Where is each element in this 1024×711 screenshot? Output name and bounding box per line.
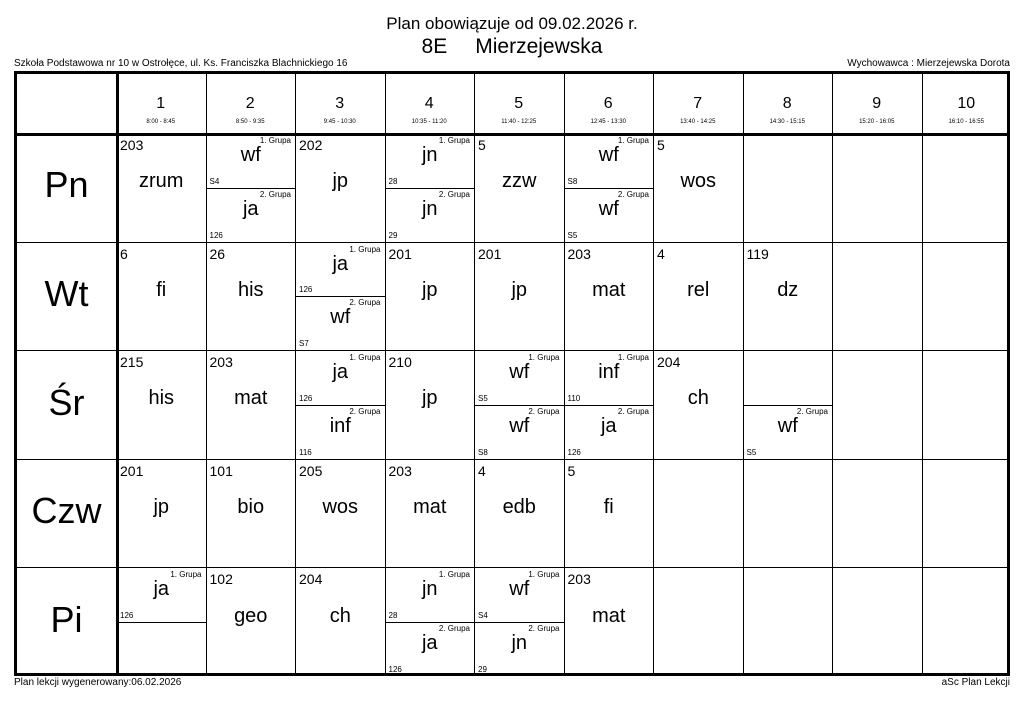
subject: his <box>148 387 175 410</box>
day-label: Śr <box>48 381 85 423</box>
group-label: 2. Grupa <box>438 189 470 199</box>
subject: wf <box>598 144 619 166</box>
room-number: 210 <box>388 354 412 371</box>
subject: inf <box>329 414 351 437</box>
subject: jn <box>421 578 438 601</box>
group-label: 1. Grupa <box>438 570 470 580</box>
generated-date: Plan lekcji wygenerowany:06.02.2026 <box>14 677 182 688</box>
subject: jp <box>332 170 349 193</box>
subject: ja <box>332 361 349 384</box>
subject: rel <box>687 278 710 301</box>
subject: edb <box>502 496 536 519</box>
software-name: aSc Plan Lekcji <box>941 677 1010 688</box>
room-number: 119 <box>746 245 769 262</box>
group-label: 2. Grupa <box>796 406 828 416</box>
lesson-cell <box>475 351 564 459</box>
period-header <box>832 74 922 133</box>
lesson-cell <box>386 568 475 676</box>
subject: jp <box>421 387 438 410</box>
column-divider <box>922 74 923 673</box>
group-label: 1. Grupa <box>528 570 560 580</box>
room-number: 102 <box>209 571 233 588</box>
period-time: 8:00 - 8:45 <box>146 119 176 125</box>
subject: zrum <box>139 170 184 193</box>
lesson-cell <box>654 134 743 242</box>
teacher-name: Mierzejewska <box>475 35 603 58</box>
room-number: 126 <box>299 393 313 403</box>
lesson-cell <box>565 460 654 568</box>
validity-title: Plan obowiązuje od 09.02.2026 r. <box>386 14 638 33</box>
period-header <box>653 74 743 133</box>
group-lesson <box>117 568 206 622</box>
subject: wf <box>330 306 351 329</box>
group-label: 2. Grupa <box>617 406 649 416</box>
subject: jp <box>421 278 438 301</box>
group-lesson <box>296 243 385 297</box>
subject: jn <box>421 197 438 220</box>
room-number: 116 <box>299 447 312 457</box>
period-time: 10:35 - 11:20 <box>411 119 447 125</box>
period-header <box>743 74 833 133</box>
period-time: 16:10 - 16:55 <box>948 119 984 125</box>
lesson-cell <box>296 134 385 242</box>
period-time: 12:45 - 13:30 <box>590 119 626 125</box>
lesson-cell <box>296 460 385 568</box>
period-number: 2 <box>245 95 255 112</box>
group-lesson <box>386 188 475 242</box>
group-lesson <box>207 134 296 188</box>
room-number: 203 <box>120 137 144 153</box>
lesson-cell <box>565 568 654 676</box>
room-number: 201 <box>120 462 144 479</box>
subject: fi <box>603 496 614 519</box>
lesson-cell <box>207 351 296 459</box>
subject: wf <box>240 144 261 166</box>
group-label: 2. Grupa <box>259 189 291 199</box>
room-number: 204 <box>299 571 323 588</box>
room-number: 126 <box>567 447 581 457</box>
school-address: Szkoła Podstawowa nr 10 w Ostrołęce, ul. Ks. Franciszka Blachnickiego 16 <box>14 58 348 69</box>
room-number: S8 <box>567 176 578 186</box>
subject: ja <box>421 632 438 655</box>
lesson-cell <box>565 351 654 459</box>
room-number: 203 <box>388 462 412 479</box>
day-label: Pi <box>50 598 83 640</box>
group-lesson <box>475 622 564 676</box>
group-label: 1. Grupa <box>617 136 649 145</box>
group-lesson <box>296 351 385 405</box>
period-number: 8 <box>782 95 792 112</box>
room-number: 5 <box>567 462 576 479</box>
period-time: 15:20 - 16:05 <box>859 119 895 125</box>
group-lesson <box>386 134 475 188</box>
subject: ja <box>242 197 259 220</box>
subject: bio <box>237 496 265 519</box>
subject: wf <box>598 197 619 220</box>
room-number: S4 <box>209 176 220 186</box>
group-lesson <box>386 568 475 622</box>
period-time: 11:40 - 12:25 <box>501 119 537 125</box>
timetable-grid <box>14 71 1010 676</box>
group-lesson <box>565 351 654 405</box>
subject: mat <box>592 604 626 627</box>
room-number: 5 <box>657 137 665 153</box>
class-name: 8E <box>421 35 448 58</box>
lesson-cell <box>475 568 564 676</box>
period-header <box>922 74 1012 133</box>
lesson-cell <box>386 351 475 459</box>
lesson-cell <box>117 568 206 676</box>
subject: ja <box>153 578 170 601</box>
subject: wf <box>509 361 530 384</box>
room-number: 201 <box>388 245 412 262</box>
group-label: 2. Grupa <box>349 406 381 416</box>
subject: jp <box>511 278 528 301</box>
period-number: 5 <box>514 95 524 112</box>
subject: ch <box>329 604 351 627</box>
subject: wf <box>509 414 530 437</box>
period-number: 4 <box>424 95 434 112</box>
room-number: 202 <box>299 137 323 153</box>
subject: mat <box>413 496 447 519</box>
group-label: 1. Grupa <box>438 136 470 145</box>
period-header <box>295 74 385 133</box>
room-number: 201 <box>478 245 502 262</box>
subject: wos <box>680 170 717 193</box>
period-header <box>385 74 475 133</box>
group-lesson <box>207 188 296 242</box>
subject: dz <box>777 278 799 301</box>
group-lesson <box>565 188 654 242</box>
day-label: Pn <box>44 164 89 206</box>
period-header <box>116 74 206 133</box>
lesson-cell <box>654 351 743 459</box>
day-label: Wt <box>44 272 89 314</box>
lesson-cell <box>207 243 296 351</box>
room-number: 28 <box>388 611 398 621</box>
subject: jp <box>153 496 170 519</box>
room-number: 126 <box>388 664 402 674</box>
room-number: 4 <box>657 245 665 262</box>
period-time: 8:50 - 9:35 <box>235 119 265 125</box>
column-divider <box>832 74 833 673</box>
period-number: 9 <box>872 95 882 112</box>
lesson-cell <box>386 134 475 242</box>
period-number: 1 <box>156 95 166 112</box>
lesson-cell <box>296 568 385 676</box>
group-lesson <box>744 405 833 459</box>
subject: ja <box>332 252 349 275</box>
period-header <box>564 74 654 133</box>
lesson-cell <box>207 134 296 242</box>
lesson-cell <box>475 134 564 242</box>
room-number: S5 <box>567 230 578 240</box>
subject: his <box>237 278 264 301</box>
lesson-cell <box>207 460 296 568</box>
period-header <box>474 74 564 133</box>
lesson-cell <box>117 460 206 568</box>
lesson-cell <box>296 351 385 459</box>
lesson-cell <box>565 243 654 351</box>
room-number: 101 <box>209 462 233 479</box>
group-lesson <box>296 405 385 459</box>
group-lesson <box>565 134 654 188</box>
day-label: Czw <box>31 490 102 532</box>
room-number: 29 <box>388 230 398 240</box>
period-time: 13:40 - 14:25 <box>680 119 716 125</box>
group-lesson <box>475 351 564 405</box>
period-number: 7 <box>693 95 703 112</box>
room-number: 203 <box>209 354 233 371</box>
room-number: 126 <box>120 611 134 621</box>
group-lesson <box>296 296 385 350</box>
group-lesson <box>475 568 564 622</box>
group-divider <box>117 622 206 623</box>
room-number: S4 <box>478 611 488 621</box>
room-number: 5 <box>478 137 486 153</box>
lesson-cell <box>744 351 833 459</box>
lesson-cell <box>117 243 206 351</box>
group-label: 1. Grupa <box>528 353 560 363</box>
lesson-cell <box>475 460 564 568</box>
subject: ja <box>600 414 617 437</box>
subject: jn <box>421 144 438 166</box>
lesson-cell <box>654 243 743 351</box>
lesson-cell <box>207 568 296 676</box>
period-number: 10 <box>957 95 976 112</box>
lesson-cell <box>296 243 385 351</box>
subject: inf <box>598 361 620 384</box>
lesson-cell <box>386 460 475 568</box>
subject: wf <box>509 578 530 601</box>
subject: fi <box>156 278 167 301</box>
lesson-cell <box>386 243 475 351</box>
subject: ch <box>687 387 709 410</box>
group-label: 1. Grupa <box>170 570 202 580</box>
period-number: 3 <box>335 95 345 112</box>
room-number: 6 <box>120 245 128 262</box>
subject: mat <box>234 387 268 410</box>
room-number: 205 <box>299 462 323 479</box>
lesson-cell <box>117 134 206 242</box>
room-number: 29 <box>478 664 487 674</box>
room-number: S5 <box>478 393 488 403</box>
group-label: 1. Grupa <box>349 244 381 254</box>
group-label: 2. Grupa <box>528 406 560 416</box>
room-number: 215 <box>120 354 144 371</box>
room-number: 26 <box>209 245 226 262</box>
room-number: S7 <box>299 339 309 349</box>
subject: wf <box>777 414 798 437</box>
period-time: 14:30 - 15:15 <box>769 119 805 125</box>
group-label: 2. Grupa <box>617 189 649 199</box>
group-label: 2. Grupa <box>438 624 470 634</box>
room-number: 28 <box>388 176 398 186</box>
room-number: 126 <box>209 230 223 240</box>
subject: geo <box>234 604 268 627</box>
room-number: 110 <box>567 393 581 403</box>
subject: zzw <box>502 170 537 193</box>
room-number: 203 <box>567 571 591 588</box>
subject: mat <box>592 278 626 301</box>
lesson-cell <box>475 243 564 351</box>
lesson-cell <box>744 243 833 351</box>
group-label: 1. Grupa <box>617 353 649 363</box>
lesson-cell <box>117 351 206 459</box>
class-title <box>0 35 1024 59</box>
room-number: 4 <box>478 462 486 479</box>
group-label: 1. Grupa <box>259 136 291 145</box>
period-number: 6 <box>603 95 613 112</box>
group-lesson <box>475 405 564 459</box>
group-label: 2. Grupa <box>349 298 381 308</box>
room-number: S5 <box>746 447 757 457</box>
group-label: 1. Grupa <box>349 353 381 363</box>
period-header <box>206 74 296 133</box>
subject: wos <box>322 496 359 519</box>
group-lesson <box>565 405 654 459</box>
room-number: 126 <box>299 285 313 295</box>
period-time: 9:45 - 10:30 <box>323 119 356 125</box>
room-number: S8 <box>478 447 488 457</box>
group-lesson <box>386 622 475 676</box>
group-label: 2. Grupa <box>528 624 560 634</box>
lesson-cell <box>565 134 654 242</box>
room-number: 203 <box>567 245 591 262</box>
subject: jn <box>511 632 528 655</box>
homeroom-teacher: Wychowawca : Mierzejewska Dorota <box>847 58 1010 69</box>
room-number: 204 <box>657 354 681 371</box>
